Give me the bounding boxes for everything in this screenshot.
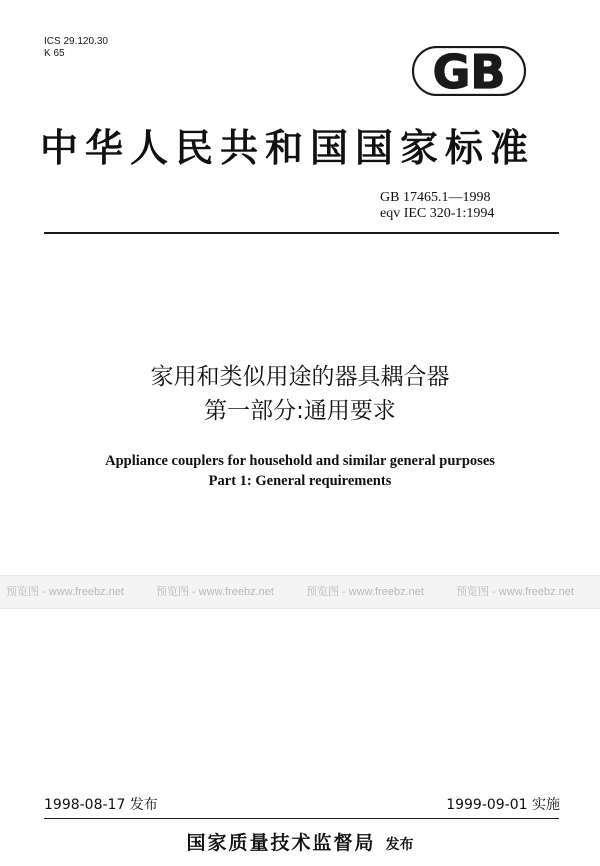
cn-title-line2: 第一部分:通用要求 (204, 398, 396, 424)
issuer (0, 830, 600, 858)
gb-logo-text: GB (432, 46, 506, 96)
national-standard-title: 中华人民共和国国家标准 (40, 126, 536, 170)
ccs-code: K 65 (44, 48, 65, 59)
standard-number: GB 17465.1—1998 (380, 190, 491, 205)
en-title-line1: Appliance couplers for household and similar general purposes (105, 453, 495, 469)
equivalent-standard: eqv IEC 320-1:1994 (380, 206, 495, 221)
watermark-band (0, 575, 600, 609)
cn-title-line1: 家用和类似用途的器具耦合器 (150, 364, 450, 390)
header-divider (44, 232, 559, 234)
en-title-line2: Part 1: General requirements (208, 473, 392, 489)
issue-date: 1998-08-17 发布 (44, 797, 158, 813)
gb-logo (412, 46, 526, 96)
issuer-name: 国家质量技术监督局 (186, 832, 376, 854)
classification-codes (44, 36, 108, 60)
watermark-text: 预览图 - www.freebz.net (156, 586, 274, 598)
issuer-action: 发布 (385, 837, 414, 853)
ics-code: ICS 29.120.30 (44, 36, 108, 47)
watermark-text: 预览图 - www.freebz.net (456, 586, 574, 598)
watermark-text: 预览图 - www.freebz.net (306, 586, 424, 598)
standard-numbers (380, 190, 560, 222)
implementation-date: 1999-09-01 实施 (446, 797, 560, 813)
watermark-text: 预览图 - www.freebz.net (6, 586, 124, 598)
footer-divider (44, 818, 559, 819)
